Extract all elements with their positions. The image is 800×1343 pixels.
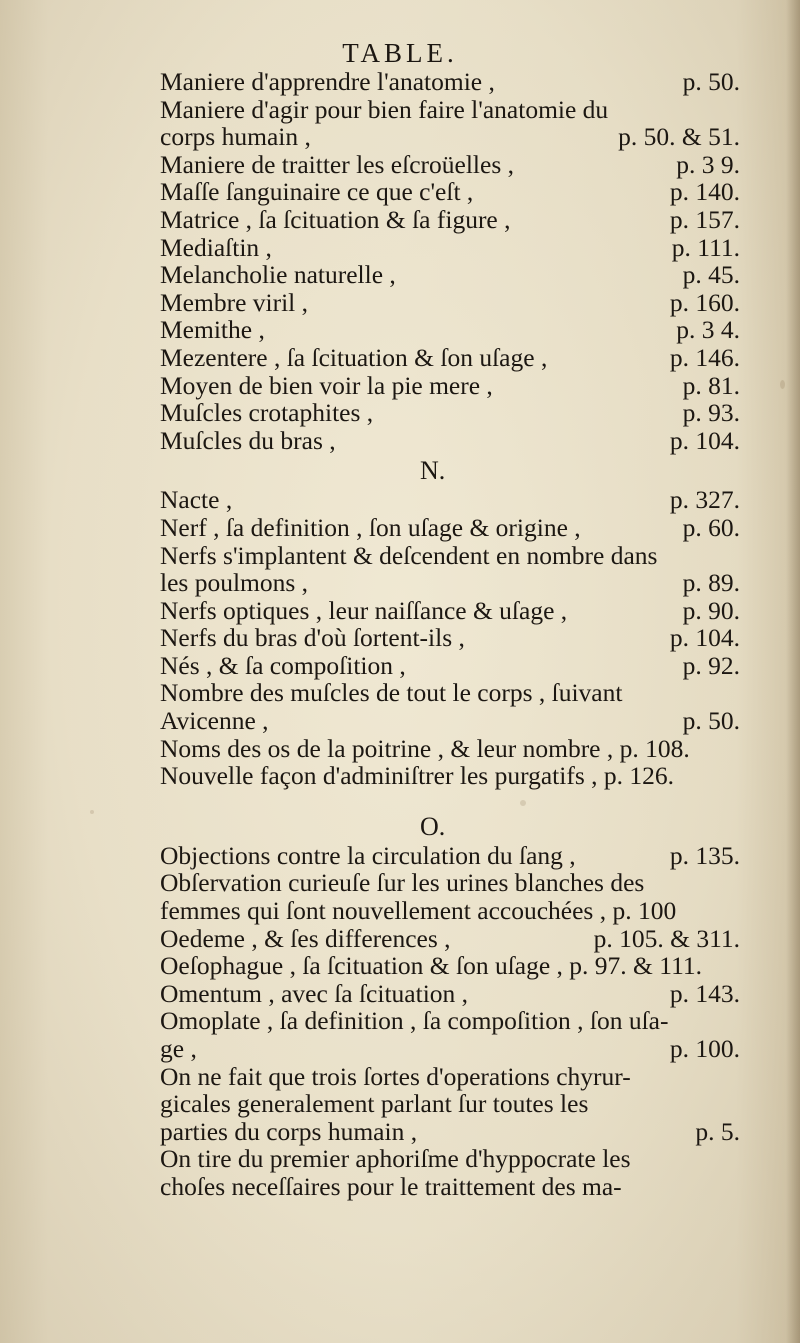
entry-page-ref: p. 135. bbox=[669, 840, 740, 870]
entry-text: parties du corps humain , bbox=[160, 1116, 418, 1146]
entry-text: Muſcles du bras , bbox=[160, 425, 336, 455]
page-header: TABLE. bbox=[342, 38, 458, 68]
entry-text: choſes neceſſaires pour le traittement des ma- bbox=[160, 1171, 622, 1201]
entry-text: Maniere d'agir pour bien faire l'anatomie du bbox=[160, 94, 609, 124]
entry-text: Nacte , bbox=[160, 485, 233, 515]
entry-page-ref: p. 5. bbox=[695, 1116, 740, 1146]
entry-text: Maſſe ſanguinaire ce que c'eſt , bbox=[160, 177, 474, 207]
index-entry bbox=[160, 679, 740, 707]
entry-text: gicales generalement parlant ſur toutes les bbox=[160, 1089, 589, 1119]
entry-text: Avicenne , bbox=[160, 706, 269, 736]
index-entry bbox=[160, 123, 740, 151]
entry-page-ref: p. 90. bbox=[682, 595, 740, 625]
entry-page-ref: p. 146. bbox=[669, 342, 740, 372]
entry-page-ref: p. 60. bbox=[682, 512, 740, 542]
entry-text: les poulmons , bbox=[160, 568, 309, 598]
entry-text: ge , bbox=[160, 1034, 197, 1063]
entry-text: Obſervation curieuſe ſur les urines blanches des bbox=[160, 868, 645, 898]
entry-text: Omentum , avec ſa ſcituation , bbox=[160, 978, 469, 1008]
entry-page-ref: p. 93. bbox=[682, 398, 740, 428]
entry-page-ref: p. 45. bbox=[682, 260, 740, 290]
letter-n-row bbox=[160, 454, 740, 486]
entry-text: On ne fait que trois ſortes d'operations chyrur- bbox=[160, 1061, 631, 1091]
index-entry bbox=[160, 1173, 740, 1201]
index-entry bbox=[160, 897, 740, 925]
section-letter-n: N. bbox=[420, 456, 446, 486]
entry-text: Nerf , ſa definition , ſon uſage & origine , bbox=[160, 512, 581, 542]
entry-text: Maniere de traitter les eſcroüelles , bbox=[160, 149, 514, 179]
index-entry bbox=[160, 68, 740, 96]
entry-text: Nerfs s'implantent & deſcendent en nombre dans bbox=[160, 540, 658, 570]
entry-page-ref: p. 81. bbox=[682, 370, 740, 400]
entry-text: Membre viril , bbox=[160, 287, 309, 317]
entry-page-ref: p. 111. bbox=[671, 232, 740, 262]
entry-text: Nés , & ſa compoſition , bbox=[160, 650, 406, 680]
paper-stain bbox=[780, 380, 785, 389]
entry-text: Omoplate , ſa definition , ſa compoſition , ſon uſa- bbox=[160, 1006, 669, 1036]
entry-text: Maniere d'apprendre l'anatomie , bbox=[160, 67, 495, 96]
entry-page-ref: p. 100. bbox=[669, 1034, 740, 1063]
section-letter-o: O. bbox=[420, 811, 446, 841]
entry-text: Nerfs optiques , leur naiſſance & uſage , bbox=[160, 595, 568, 625]
index-entry bbox=[160, 151, 740, 179]
entry-page-ref: p. 160. bbox=[669, 287, 740, 317]
index-entry bbox=[160, 1035, 740, 1063]
entry-text: Noms des os de la poitrine , & leur nombre , p. 108. bbox=[160, 733, 690, 763]
index-entry bbox=[160, 234, 740, 262]
index-entry bbox=[160, 652, 740, 680]
entry-page-ref: p. 92. bbox=[682, 650, 740, 680]
index-entry bbox=[160, 1145, 740, 1173]
index-entry bbox=[160, 735, 740, 763]
index-entry bbox=[160, 1063, 740, 1091]
entry-text: Oeſophague , ſa ſcituation & ſon uſage , p. 97. & 111. bbox=[160, 951, 702, 981]
entry-text: Muſcles crotaphites , bbox=[160, 398, 374, 428]
entry-page-ref: p. 327. bbox=[669, 485, 740, 515]
page-edge-shadow bbox=[786, 0, 800, 1343]
index-entry bbox=[160, 542, 740, 570]
entry-text: Objections contre la circulation du ſang , bbox=[160, 840, 576, 870]
paper-stain bbox=[90, 810, 94, 814]
section-o bbox=[160, 842, 740, 1201]
entry-page-ref: p. 105. & 311. bbox=[593, 923, 740, 953]
entry-page-ref: p. 50. & 51. bbox=[618, 122, 740, 152]
entry-text: On tire du premier aphoriſme d'hyppocrate les bbox=[160, 1144, 631, 1174]
section-n bbox=[160, 486, 740, 790]
section-m bbox=[160, 68, 740, 454]
entry-page-ref: p. 3 4. bbox=[676, 315, 740, 345]
entry-page-ref: p. 50. bbox=[682, 706, 740, 736]
entry-text: Mediaſtin , bbox=[160, 232, 272, 262]
entry-text: Nouvelle façon d'adminiſtrer les purgatifs , p. 126. bbox=[160, 761, 674, 791]
index-entry bbox=[160, 514, 740, 542]
entry-text: Nerfs du bras d'où ſortent-ils , bbox=[160, 623, 465, 653]
index-entry bbox=[160, 486, 740, 514]
index-entry bbox=[160, 399, 740, 427]
index-entry bbox=[160, 869, 740, 897]
entry-page-ref: p. 140. bbox=[669, 177, 740, 207]
entry-page-ref: p. 104. bbox=[669, 623, 740, 653]
index-entry bbox=[160, 289, 740, 317]
index-entry bbox=[160, 925, 740, 953]
entry-page-ref: p. 3 9. bbox=[676, 149, 740, 179]
index-entry bbox=[160, 178, 740, 206]
entry-text: Nombre des muſcles de tout le corps , ſuivant bbox=[160, 678, 623, 708]
entry-page-ref: p. 104. bbox=[669, 425, 740, 455]
entry-page-ref: p. 143. bbox=[669, 978, 740, 1008]
index-entry bbox=[160, 1007, 740, 1035]
index-entry bbox=[160, 206, 740, 234]
entry-page-ref: p. 157. bbox=[669, 204, 740, 234]
index-entry bbox=[160, 96, 740, 124]
index-entry bbox=[160, 952, 740, 980]
entry-text: Mezentere , ſa ſcituation & ſon uſage , bbox=[160, 342, 548, 372]
index-entry bbox=[160, 707, 740, 735]
entry-page-ref: p. 50. bbox=[682, 67, 740, 96]
index-entry bbox=[160, 427, 740, 455]
letter-o-row bbox=[160, 790, 740, 842]
index-entry bbox=[160, 372, 740, 400]
index-entry bbox=[160, 316, 740, 344]
index-entry bbox=[160, 344, 740, 372]
index-entry bbox=[160, 1118, 740, 1146]
entry-text: Moyen de bien voir la pie mere , bbox=[160, 370, 493, 400]
entry-text: femmes qui ſont nouvellement accouchées , p. 100 bbox=[160, 896, 677, 926]
entry-text: corps humain , bbox=[160, 122, 311, 152]
entry-text: Memithe , bbox=[160, 315, 265, 345]
index-entry bbox=[160, 624, 740, 652]
index-entry bbox=[160, 1090, 740, 1118]
entry-text: Oedeme , & ſes differences , bbox=[160, 923, 451, 953]
index-entry bbox=[160, 980, 740, 1008]
index-entry bbox=[160, 597, 740, 625]
index-entry bbox=[160, 569, 740, 597]
entry-page-ref: p. 89. bbox=[682, 568, 740, 598]
entry-text: Melancholie naturelle , bbox=[160, 260, 396, 290]
index-entries bbox=[160, 68, 740, 1201]
index-entry bbox=[160, 762, 740, 790]
index-entry bbox=[160, 842, 740, 870]
entry-text: Matrice , ſa ſcituation & ſa figure , bbox=[160, 204, 511, 234]
index-entry bbox=[160, 261, 740, 289]
